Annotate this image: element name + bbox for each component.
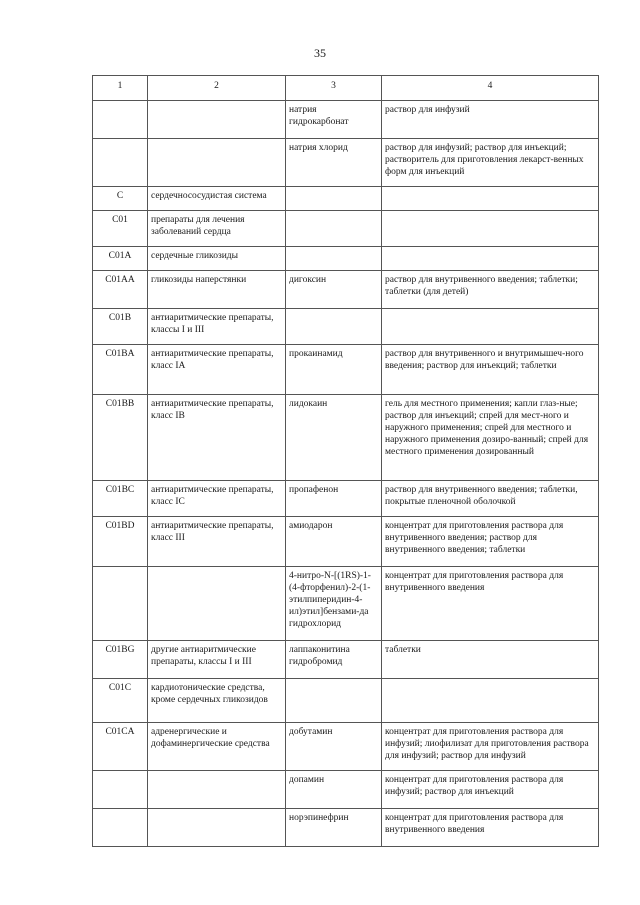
table-row [93, 247, 599, 271]
atc-code-cell [93, 101, 148, 139]
dosage-forms-cell [382, 187, 599, 211]
atc-code-cell: C01 [93, 211, 148, 247]
table-row [93, 187, 599, 211]
dosage-forms-cell: раствор для инфузий [382, 101, 599, 139]
table-row [93, 517, 599, 567]
table-header-row [93, 76, 599, 101]
group-cell: адренергические и дофаминергические средства [148, 723, 286, 771]
table-row [93, 139, 599, 187]
atc-code-cell: C01BC [93, 481, 148, 517]
table-row [93, 771, 599, 809]
drug-list-table [92, 75, 599, 847]
drug-name-cell: пропафенон [286, 481, 382, 517]
group-cell: антиаритмические препараты, класс III [148, 517, 286, 567]
dosage-forms-cell [382, 309, 599, 345]
drug-name-cell: натрия гидрокарбонат [286, 101, 382, 139]
page-number: 35 [314, 46, 326, 60]
dosage-forms-cell: концентрат для приготовления раствора для инфузий; лиофилизат для приготовления раствора для инфузий; раствор для инфузий [382, 723, 599, 771]
dosage-forms-cell: концентрат для приготовления раствора для внутривенного введения; раствор для внутривенного введения; таблетки [382, 517, 599, 567]
table-row [93, 345, 599, 395]
drug-name-cell: норэпинефрин [286, 809, 382, 847]
column-header-2: 2 [148, 76, 286, 101]
table-row [93, 809, 599, 847]
drug-name-cell: натрия хлорид [286, 139, 382, 187]
atc-code-cell [93, 809, 148, 847]
group-cell [148, 771, 286, 809]
drug-name-cell: лидокаин [286, 395, 382, 481]
atc-code-cell: C01BB [93, 395, 148, 481]
group-cell: антиаритмические препараты, класс IB [148, 395, 286, 481]
dosage-forms-cell: раствор для внутривенного введения; таблетки; таблетки (для детей) [382, 271, 599, 309]
atc-code-cell [93, 567, 148, 641]
dosage-forms-cell: гель для местного применения; капли глаз-ные; раствор для инъекций; спрей для мест-ного и наружного применения; спрей для местного и наружного применения дозиро-ванный; спрей для местного применения дозированный [382, 395, 599, 481]
table-row [93, 567, 599, 641]
atc-code-cell: C01A [93, 247, 148, 271]
dosage-forms-cell: концентрат для приготовления раствора для внутривенного введения [382, 809, 599, 847]
dosage-forms-cell: раствор для внутривенного введения; таблетки, покрытые пленочной оболочкой [382, 481, 599, 517]
atc-code-cell: C01CA [93, 723, 148, 771]
drug-name-cell: амиодарон [286, 517, 382, 567]
group-cell: другие антиаритмические препараты, классы I и III [148, 641, 286, 679]
drug-name-cell: допамин [286, 771, 382, 809]
table-row [93, 309, 599, 345]
drug-name-cell: 4-нитро-N-[(1RS)-1-(4-фторфенил)-2-(1-этилпиперидин-4-ил)этил]бензами-да гидрохлорид [286, 567, 382, 641]
table-row [93, 481, 599, 517]
atc-code-cell: C01BA [93, 345, 148, 395]
column-header-4: 4 [382, 76, 599, 101]
dosage-forms-cell [382, 211, 599, 247]
dosage-forms-cell: раствор для внутривенного и внутримышеч-ного введения; раствор для инъекций; таблетки [382, 345, 599, 395]
group-cell: сердечные гликозиды [148, 247, 286, 271]
group-cell: антиаритмические препараты, классы I и III [148, 309, 286, 345]
drug-name-cell: прокаинамид [286, 345, 382, 395]
drug-name-cell [286, 247, 382, 271]
table-row [93, 101, 599, 139]
group-cell [148, 809, 286, 847]
atc-code-cell: C01BG [93, 641, 148, 679]
table-row [93, 271, 599, 309]
drug-name-cell [286, 187, 382, 211]
drug-name-cell: добутамин [286, 723, 382, 771]
table-row [93, 641, 599, 679]
table-row [93, 395, 599, 481]
column-header-3: 3 [286, 76, 382, 101]
drug-name-cell [286, 309, 382, 345]
atc-code-cell: C01C [93, 679, 148, 723]
group-cell: кардиотонические средства, кроме сердечных гликозидов [148, 679, 286, 723]
group-cell: антиаритмические препараты, класс IA [148, 345, 286, 395]
dosage-forms-cell: раствор для инфузий; раствор для инъекций; растворитель для приготовления лекарст-венных форм для инъекций [382, 139, 599, 187]
atc-code-cell: C01AA [93, 271, 148, 309]
dosage-forms-cell [382, 247, 599, 271]
group-cell [148, 139, 286, 187]
atc-code-cell: C01B [93, 309, 148, 345]
atc-code-cell [93, 139, 148, 187]
group-cell: сердечнососудистая система [148, 187, 286, 211]
group-cell [148, 101, 286, 139]
atc-code-cell [93, 771, 148, 809]
dosage-forms-cell [382, 679, 599, 723]
atc-code-cell: C [93, 187, 148, 211]
dosage-forms-cell: таблетки [382, 641, 599, 679]
table-row [93, 723, 599, 771]
group-cell: антиаритмические препараты, класс IC [148, 481, 286, 517]
group-cell: препараты для лечения заболеваний сердца [148, 211, 286, 247]
drug-name-cell: лаппаконитина гидробромид [286, 641, 382, 679]
dosage-forms-cell: концентрат для приготовления раствора для инфузий; раствор для инъекций [382, 771, 599, 809]
group-cell: гликозиды наперстянки [148, 271, 286, 309]
dosage-forms-cell: концентрат для приготовления раствора для внутривенного введения [382, 567, 599, 641]
drug-name-cell: дигоксин [286, 271, 382, 309]
table-row [93, 211, 599, 247]
drug-name-cell [286, 679, 382, 723]
atc-code-cell: C01BD [93, 517, 148, 567]
column-header-1: 1 [93, 76, 148, 101]
table-row [93, 679, 599, 723]
group-cell [148, 567, 286, 641]
drug-name-cell [286, 211, 382, 247]
